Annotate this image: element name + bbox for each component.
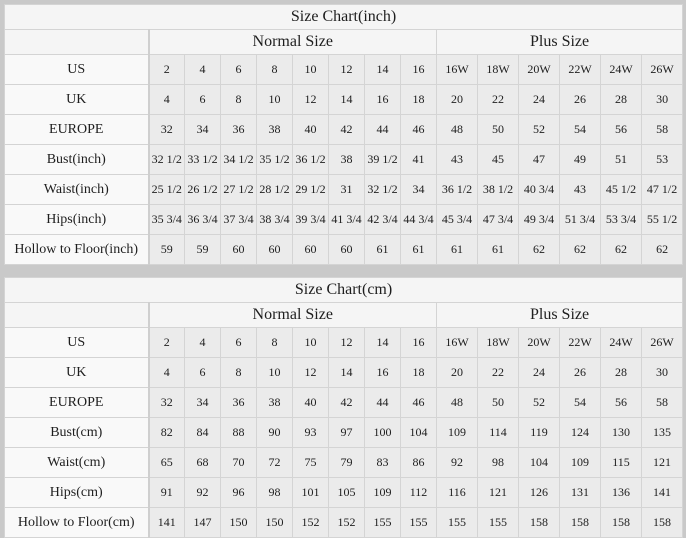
- size-cell: 47 3/4: [478, 205, 519, 235]
- size-cell: 6: [185, 85, 221, 115]
- size-cell: 119: [519, 418, 560, 448]
- size-cell: 56: [601, 388, 642, 418]
- size-cell: 92: [437, 448, 478, 478]
- size-cell: 39 1/2: [365, 145, 401, 175]
- table-row: [5, 235, 683, 265]
- size-cell: 42 3/4: [365, 205, 401, 235]
- corner-cell: [5, 30, 149, 55]
- size-cell: 4: [149, 85, 185, 115]
- size-cell: 29 1/2: [293, 175, 329, 205]
- plus-size-header: Plus Size: [437, 303, 683, 328]
- size-cell: 36 1/2: [437, 175, 478, 205]
- size-cell: 26W: [642, 55, 683, 85]
- size-cell: 121: [478, 478, 519, 508]
- size-group-header-row: [5, 303, 683, 328]
- size-cell: 30: [642, 85, 683, 115]
- size-cell: 16: [401, 328, 437, 358]
- size-cell: 36 3/4: [185, 205, 221, 235]
- size-cell: 60: [221, 235, 257, 265]
- size-cell: 8: [257, 55, 293, 85]
- size-cell: 155: [437, 508, 478, 538]
- size-cell: 97: [329, 418, 365, 448]
- size-cell: 83: [365, 448, 401, 478]
- size-cell: 46: [401, 388, 437, 418]
- row-label: UK: [5, 358, 149, 388]
- size-cell: 4: [185, 328, 221, 358]
- size-cell: 152: [293, 508, 329, 538]
- size-cell: 10: [257, 358, 293, 388]
- table-row: [5, 145, 683, 175]
- size-chart-inch-table: [4, 4, 683, 265]
- size-cell: 150: [257, 508, 293, 538]
- size-cell: 16: [365, 358, 401, 388]
- size-cell: 65: [149, 448, 185, 478]
- size-cell: 86: [401, 448, 437, 478]
- size-cell: 32: [149, 388, 185, 418]
- row-label: EUROPE: [5, 388, 149, 418]
- size-cell: 16: [401, 55, 437, 85]
- size-cell: 2: [149, 328, 185, 358]
- size-cell: 109: [560, 448, 601, 478]
- size-cell: 141: [149, 508, 185, 538]
- size-cell: 16W: [437, 55, 478, 85]
- size-cell: 28 1/2: [257, 175, 293, 205]
- size-cell: 49 3/4: [519, 205, 560, 235]
- table-title: Size Chart(inch): [5, 5, 683, 30]
- size-cell: 32 1/2: [365, 175, 401, 205]
- size-cell: 93: [293, 418, 329, 448]
- size-chart-cm-table: [4, 277, 683, 538]
- size-cell: 72: [257, 448, 293, 478]
- size-cell: 121: [642, 448, 683, 478]
- size-cell: 53 3/4: [601, 205, 642, 235]
- table-row: [5, 55, 683, 85]
- size-cell: 75: [293, 448, 329, 478]
- size-cell: 39 3/4: [293, 205, 329, 235]
- size-cell: 18W: [478, 55, 519, 85]
- size-cell: 61: [401, 235, 437, 265]
- size-cell: 33 1/2: [185, 145, 221, 175]
- size-cell: 91: [149, 478, 185, 508]
- size-cell: 158: [601, 508, 642, 538]
- size-cell: 62: [519, 235, 560, 265]
- size-cell: 48: [437, 115, 478, 145]
- size-cell: 31: [329, 175, 365, 205]
- size-cell: 98: [257, 478, 293, 508]
- size-cell: 10: [293, 55, 329, 85]
- size-cell: 136: [601, 478, 642, 508]
- size-cell: 68: [185, 448, 221, 478]
- size-cell: 98: [478, 448, 519, 478]
- size-cell: 10: [257, 85, 293, 115]
- size-cell: 20W: [519, 328, 560, 358]
- size-cell: 50: [478, 388, 519, 418]
- size-cell: 12: [293, 358, 329, 388]
- size-group-header-row: [5, 30, 683, 55]
- size-cell: 124: [560, 418, 601, 448]
- size-cell: 52: [519, 388, 560, 418]
- size-cell: 4: [149, 358, 185, 388]
- row-label: EUROPE: [5, 115, 149, 145]
- size-cell: 8: [221, 85, 257, 115]
- size-cell: 12: [329, 55, 365, 85]
- size-cell: 62: [560, 235, 601, 265]
- size-cell: 18: [401, 85, 437, 115]
- size-cell: 42: [329, 115, 365, 145]
- size-cell: 45: [478, 145, 519, 175]
- table-row: [5, 448, 683, 478]
- size-cell: 16: [365, 85, 401, 115]
- size-cell: 22: [478, 85, 519, 115]
- size-cell: 38: [257, 388, 293, 418]
- size-cell: 92: [185, 478, 221, 508]
- size-cell: 96: [221, 478, 257, 508]
- size-cell: 27 1/2: [221, 175, 257, 205]
- size-cell: 141: [642, 478, 683, 508]
- size-cell: 35 3/4: [149, 205, 185, 235]
- size-cell: 90: [257, 418, 293, 448]
- table-title-row: [5, 278, 683, 303]
- size-cell: 104: [519, 448, 560, 478]
- size-cell: 12: [329, 328, 365, 358]
- size-cell: 6: [221, 55, 257, 85]
- size-cell: 155: [401, 508, 437, 538]
- size-cell: 16W: [437, 328, 478, 358]
- size-cell: 36: [221, 388, 257, 418]
- row-label: Hollow to Floor(cm): [5, 508, 149, 538]
- table-row: [5, 115, 683, 145]
- size-cell: 70: [221, 448, 257, 478]
- size-cell: 20W: [519, 55, 560, 85]
- size-cell: 34: [185, 115, 221, 145]
- table-row: [5, 85, 683, 115]
- size-cell: 58: [642, 115, 683, 145]
- size-cell: 18W: [478, 328, 519, 358]
- row-label: Hips(cm): [5, 478, 149, 508]
- corner-cell: [5, 303, 149, 328]
- size-cell: 22: [478, 358, 519, 388]
- size-cell: 46: [401, 115, 437, 145]
- size-cell: 49: [560, 145, 601, 175]
- size-cell: 8: [257, 328, 293, 358]
- size-cell: 25 1/2: [149, 175, 185, 205]
- size-cell: 34: [185, 388, 221, 418]
- size-cell: 40: [293, 115, 329, 145]
- row-label: Hollow to Floor(inch): [5, 235, 149, 265]
- size-cell: 105: [329, 478, 365, 508]
- table-row: [5, 358, 683, 388]
- size-cell: 12: [293, 85, 329, 115]
- row-label: Hips(inch): [5, 205, 149, 235]
- size-cell: 44: [365, 388, 401, 418]
- size-cell: 45 3/4: [437, 205, 478, 235]
- table-row: [5, 478, 683, 508]
- size-cell: 59: [185, 235, 221, 265]
- size-cell: 2: [149, 55, 185, 85]
- size-cell: 158: [560, 508, 601, 538]
- size-cell: 158: [642, 508, 683, 538]
- size-cell: 32: [149, 115, 185, 145]
- size-cell: 34 1/2: [221, 145, 257, 175]
- size-cell: 38: [329, 145, 365, 175]
- size-cell: 14: [365, 328, 401, 358]
- size-cell: 26W: [642, 328, 683, 358]
- size-cell: 152: [329, 508, 365, 538]
- size-cell: 62: [642, 235, 683, 265]
- size-cell: 109: [365, 478, 401, 508]
- table-row: [5, 508, 683, 538]
- row-label: Waist(inch): [5, 175, 149, 205]
- size-cell: 155: [365, 508, 401, 538]
- size-cell: 60: [293, 235, 329, 265]
- size-cell: 84: [185, 418, 221, 448]
- size-cell: 79: [329, 448, 365, 478]
- size-cell: 61: [478, 235, 519, 265]
- table-title-row: [5, 5, 683, 30]
- size-cell: 44: [365, 115, 401, 145]
- size-cell: 32 1/2: [149, 145, 185, 175]
- size-cell: 41: [401, 145, 437, 175]
- size-cell: 48: [437, 388, 478, 418]
- size-cell: 45 1/2: [601, 175, 642, 205]
- size-cell: 18: [401, 358, 437, 388]
- size-cell: 44 3/4: [401, 205, 437, 235]
- size-cell: 51 3/4: [560, 205, 601, 235]
- size-cell: 14: [365, 55, 401, 85]
- normal-size-header: Normal Size: [149, 303, 437, 328]
- size-cell: 54: [560, 388, 601, 418]
- size-cell: 47: [519, 145, 560, 175]
- size-cell: 88: [221, 418, 257, 448]
- size-cell: 62: [601, 235, 642, 265]
- size-cell: 26: [560, 358, 601, 388]
- size-cell: 20: [437, 358, 478, 388]
- size-cell: 114: [478, 418, 519, 448]
- size-cell: 115: [601, 448, 642, 478]
- size-cell: 101: [293, 478, 329, 508]
- size-cell: 14: [329, 85, 365, 115]
- plus-size-header: Plus Size: [437, 30, 683, 55]
- size-cell: 43: [560, 175, 601, 205]
- size-cell: 59: [149, 235, 185, 265]
- row-label: UK: [5, 85, 149, 115]
- size-cell: 14: [329, 358, 365, 388]
- size-cell: 109: [437, 418, 478, 448]
- row-label: Waist(cm): [5, 448, 149, 478]
- size-cell: 60: [329, 235, 365, 265]
- size-cell: 158: [519, 508, 560, 538]
- size-cell: 38: [257, 115, 293, 145]
- size-cell: 22W: [560, 55, 601, 85]
- size-cell: 36 1/2: [293, 145, 329, 175]
- table-row: [5, 418, 683, 448]
- row-label: US: [5, 328, 149, 358]
- size-cell: 24W: [601, 55, 642, 85]
- size-cell: 24W: [601, 328, 642, 358]
- size-cell: 37 3/4: [221, 205, 257, 235]
- size-cell: 131: [560, 478, 601, 508]
- size-cell: 20: [437, 85, 478, 115]
- table-row: [5, 205, 683, 235]
- table-row: [5, 175, 683, 205]
- size-cell: 28: [601, 85, 642, 115]
- size-cell: 82: [149, 418, 185, 448]
- size-cell: 40: [293, 388, 329, 418]
- size-cell: 40 3/4: [519, 175, 560, 205]
- size-cell: 147: [185, 508, 221, 538]
- size-cell: 43: [437, 145, 478, 175]
- size-cell: 130: [601, 418, 642, 448]
- table-row: [5, 388, 683, 418]
- size-cell: 52: [519, 115, 560, 145]
- size-cell: 116: [437, 478, 478, 508]
- size-cell: 100: [365, 418, 401, 448]
- size-cell: 104: [401, 418, 437, 448]
- size-cell: 54: [560, 115, 601, 145]
- row-label: US: [5, 55, 149, 85]
- size-cell: 58: [642, 388, 683, 418]
- size-cell: 50: [478, 115, 519, 145]
- size-cell: 60: [257, 235, 293, 265]
- size-cell: 4: [185, 55, 221, 85]
- size-cell: 26 1/2: [185, 175, 221, 205]
- size-cell: 38 3/4: [257, 205, 293, 235]
- table-title: Size Chart(cm): [5, 278, 683, 303]
- size-cell: 55 1/2: [642, 205, 683, 235]
- normal-size-header: Normal Size: [149, 30, 437, 55]
- size-cell: 47 1/2: [642, 175, 683, 205]
- size-cell: 34: [401, 175, 437, 205]
- size-cell: 42: [329, 388, 365, 418]
- size-cell: 24: [519, 85, 560, 115]
- size-cell: 36: [221, 115, 257, 145]
- size-cell: 26: [560, 85, 601, 115]
- size-cell: 51: [601, 145, 642, 175]
- size-cell: 10: [293, 328, 329, 358]
- size-cell: 126: [519, 478, 560, 508]
- size-cell: 30: [642, 358, 683, 388]
- size-cell: 24: [519, 358, 560, 388]
- size-cell: 8: [221, 358, 257, 388]
- size-cell: 41 3/4: [329, 205, 365, 235]
- size-cell: 135: [642, 418, 683, 448]
- size-cell: 56: [601, 115, 642, 145]
- size-cell: 61: [437, 235, 478, 265]
- size-cell: 22W: [560, 328, 601, 358]
- size-cell: 155: [478, 508, 519, 538]
- size-cell: 61: [365, 235, 401, 265]
- size-cell: 38 1/2: [478, 175, 519, 205]
- row-label: Bust(cm): [5, 418, 149, 448]
- row-label: Bust(inch): [5, 145, 149, 175]
- table-row: [5, 328, 683, 358]
- size-cell: 28: [601, 358, 642, 388]
- size-cell: 6: [185, 358, 221, 388]
- size-cell: 112: [401, 478, 437, 508]
- size-cell: 6: [221, 328, 257, 358]
- size-cell: 35 1/2: [257, 145, 293, 175]
- size-cell: 150: [221, 508, 257, 538]
- size-cell: 53: [642, 145, 683, 175]
